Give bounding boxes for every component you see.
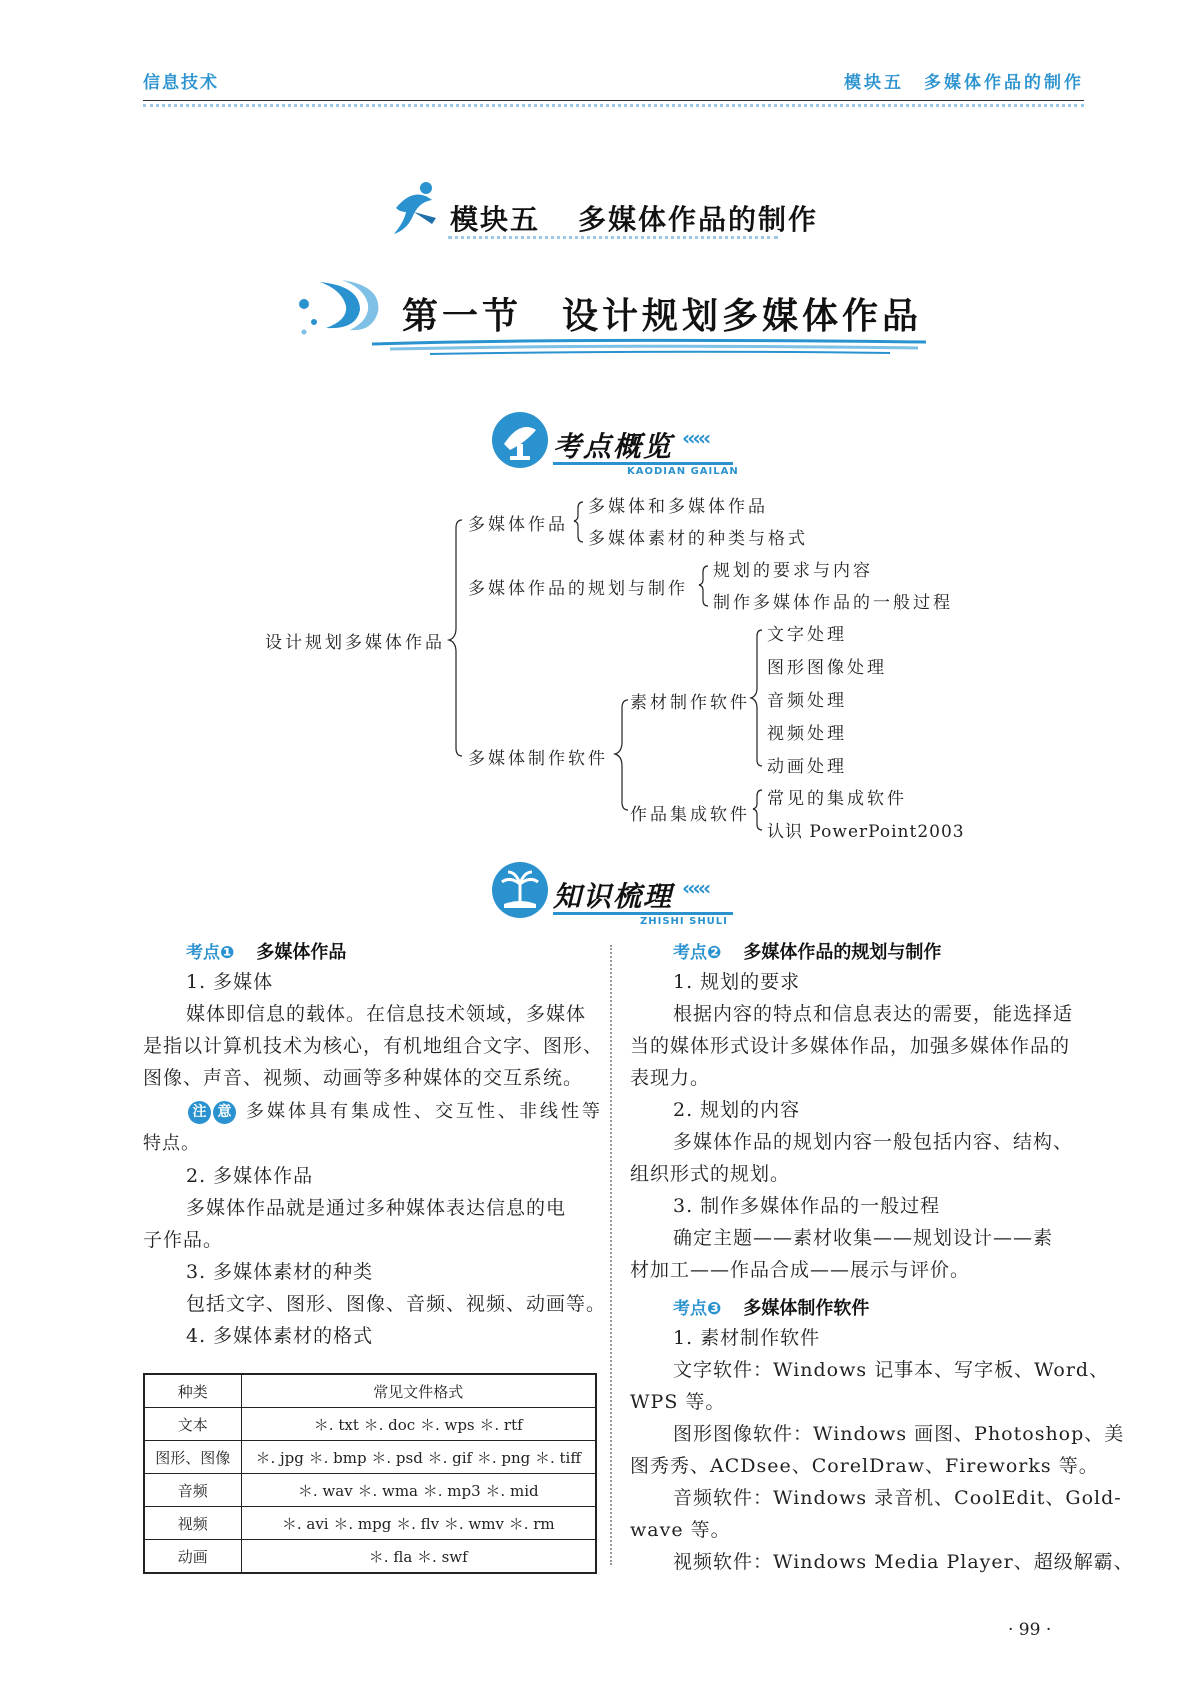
kp3-title: 多媒体制作软件: [743, 1298, 870, 1319]
kp1-heading: [186, 938, 346, 964]
right-h2: 2. 规划的内容: [673, 1099, 801, 1121]
left-p2-line2: 子作品。: [143, 1229, 224, 1251]
table-cell-formats: ＊. txt ＊. doc ＊. wps ＊. rtf: [241, 1408, 596, 1441]
right-h3: 3. 制作多媒体作品的一般过程: [673, 1195, 941, 1217]
left-h1: 1. 多媒体: [186, 971, 274, 993]
note-tag-circle-2: 意: [213, 1101, 236, 1124]
left-p1-line1: 媒体即信息的载体。在信息技术领域，多媒体: [186, 1003, 587, 1025]
table-row: [144, 1474, 596, 1507]
table-cell-formats: ＊. jpg ＊. bmp ＊. psd ＊. gif ＊. png ＊. tiff: [241, 1441, 596, 1474]
tree-leaf: 动画处理: [767, 757, 847, 777]
table-cell-type: 动画: [144, 1540, 241, 1574]
table-cell-type: 文本: [144, 1408, 241, 1441]
tree-leaf: 制作多媒体作品的一般过程: [713, 593, 953, 613]
table-header-row: [144, 1374, 596, 1408]
kp1-title: 多媒体作品: [256, 942, 347, 963]
note-line1: 多媒体具有集成性、交互性、非线性等: [246, 1101, 603, 1122]
badge-overview-pinyin: KAODIAN GAILAN: [627, 466, 739, 477]
right-p4-line1: 文字软件：Windows 记事本、写字板、Word、: [673, 1359, 1110, 1381]
palm-island-icon: [490, 860, 550, 920]
table-row: [144, 1408, 596, 1441]
right-p6-line2: wave 等。: [630, 1519, 731, 1541]
table-cell-type: 视频: [144, 1507, 241, 1540]
left-p3-line1: 包括文字、图形、图像、音频、视频、动画等。: [186, 1293, 607, 1315]
left-p2-line1: 多媒体作品就是通过多种媒体表达信息的电: [186, 1197, 567, 1219]
right-p4-line2: WPS 等。: [630, 1391, 726, 1413]
tree-leaf: 视频处理: [767, 724, 847, 744]
column-divider: [610, 945, 612, 1565]
kp1-label: 考点❶: [186, 943, 235, 963]
left-h4: 4. 多媒体素材的格式: [186, 1325, 374, 1347]
running-header-chapter: 模块五 多媒体作品的制作: [844, 73, 1084, 93]
left-h2: 2. 多媒体作品: [186, 1165, 314, 1187]
tree-leaf: 多媒体素材的种类与格式: [588, 529, 808, 549]
kp2-title: 多媒体作品的规划与制作: [743, 942, 942, 963]
format-table: [143, 1373, 597, 1574]
right-p7-line1: 视频软件：Windows Media Player、超级解霸、: [673, 1551, 1134, 1573]
right-p1-line1: 根据内容的特点和信息表达的需要，能选择适: [673, 1003, 1074, 1025]
table-cell-formats: ＊. fla ＊. swf: [241, 1540, 596, 1574]
table-cell-type: 音频: [144, 1474, 241, 1507]
table-cell-formats: ＊. avi ＊. mpg ＊. flv ＊. wmv ＊. rm: [241, 1507, 596, 1540]
left-h3: 3. 多媒体素材的种类: [186, 1261, 374, 1283]
table-row: [144, 1507, 596, 1540]
kp2-heading: [673, 938, 941, 964]
badge-knowledge-title: 知识梳理: [553, 880, 674, 913]
badge-knowledge-chevrons: ‹‹‹‹‹: [682, 876, 709, 900]
table-cell-type: 图形、图像: [144, 1441, 241, 1474]
tree-leaf: 文字处理: [767, 625, 847, 645]
right-p3-line1: 确定主题——素材收集——规划设计——素: [673, 1227, 1054, 1249]
left-p1-line2: 是指以计算机技术为核心，有机地组合文字、图形、: [143, 1035, 604, 1057]
right-p5-line2: 图秀秀、ACDsee、CorelDraw、Fireworks 等。: [630, 1455, 1099, 1477]
right-p5-line1: 图形图像软件：Windows 画图、Photoshop、美: [673, 1423, 1125, 1445]
right-p6-line1: 音频软件：Windows 录音机、CoolEdit、Gold-: [673, 1487, 1122, 1509]
module-number: 模块五: [450, 203, 541, 236]
right-p1-line2: 当的媒体形式设计多媒体作品，加强多媒体作品的: [630, 1035, 1071, 1057]
tree-leaf: 音频处理: [767, 691, 847, 711]
badge-knowledge-underline: [553, 912, 733, 915]
table-row: [144, 1441, 596, 1474]
table-header-cell: 常见文件格式: [241, 1374, 596, 1408]
tree-leaf: 规划的要求与内容: [713, 561, 873, 581]
right-h4: 1. 素材制作软件: [673, 1327, 821, 1349]
kp3-heading: [673, 1294, 869, 1320]
left-p1-line3: 图像、声音、视频、动画等多种媒体的交互系统。: [143, 1067, 584, 1089]
right-h1: 1. 规划的要求: [673, 971, 801, 993]
tree-sub-material-software: 素材制作软件: [630, 693, 750, 713]
table-row: [144, 1540, 596, 1574]
tree-branch-software: 多媒体制作软件: [468, 749, 608, 769]
tree-root: 设计规划多媒体作品: [265, 633, 445, 653]
tree-leaf: 多媒体和多媒体作品: [588, 497, 768, 517]
note-line2: 特点。: [143, 1133, 200, 1154]
right-p2-line1: 多媒体作品的规划内容一般包括内容、结构、: [673, 1131, 1074, 1153]
right-p1-line3: 表现力。: [630, 1067, 711, 1089]
tree-leaf: 认识 PowerPoint2003: [767, 822, 965, 842]
note-tag-circle-1: 注: [188, 1101, 211, 1124]
tree-leaf: 图形图像处理: [767, 658, 887, 678]
table-cell-formats: ＊. wav ＊. wma ＊. mp3 ＊. mid: [241, 1474, 596, 1507]
kp2-label: 考点❷: [673, 943, 722, 963]
tree-branch-works: 多媒体作品: [468, 515, 568, 535]
tree-sub-integration-software: 作品集成软件: [630, 805, 750, 825]
tree-branch-planning: 多媒体作品的规划与制作: [468, 579, 688, 599]
page-number: · 99 ·: [1008, 1620, 1052, 1640]
running-header-subject: 信息技术: [143, 73, 219, 93]
section-name: 设计规划多媒体作品: [562, 295, 923, 337]
kp3-label: 考点❸: [673, 1299, 722, 1319]
badge-knowledge-pinyin: ZHISHI SHULI: [640, 916, 728, 927]
section-number: 第一节: [402, 295, 523, 337]
badge-overview-title: 考点概览: [553, 430, 674, 463]
badge-overview-chevrons: ‹‹‹‹‹: [682, 426, 709, 450]
right-p3-line2: 材加工——作品合成——展示与评价。: [630, 1259, 971, 1281]
right-p2-line2: 组织形式的规划。: [630, 1163, 791, 1185]
module-name: 多媒体作品的制作: [578, 203, 819, 236]
table-header-cell: 种类: [144, 1374, 241, 1408]
tree-leaf: 常见的集成软件: [767, 789, 907, 809]
